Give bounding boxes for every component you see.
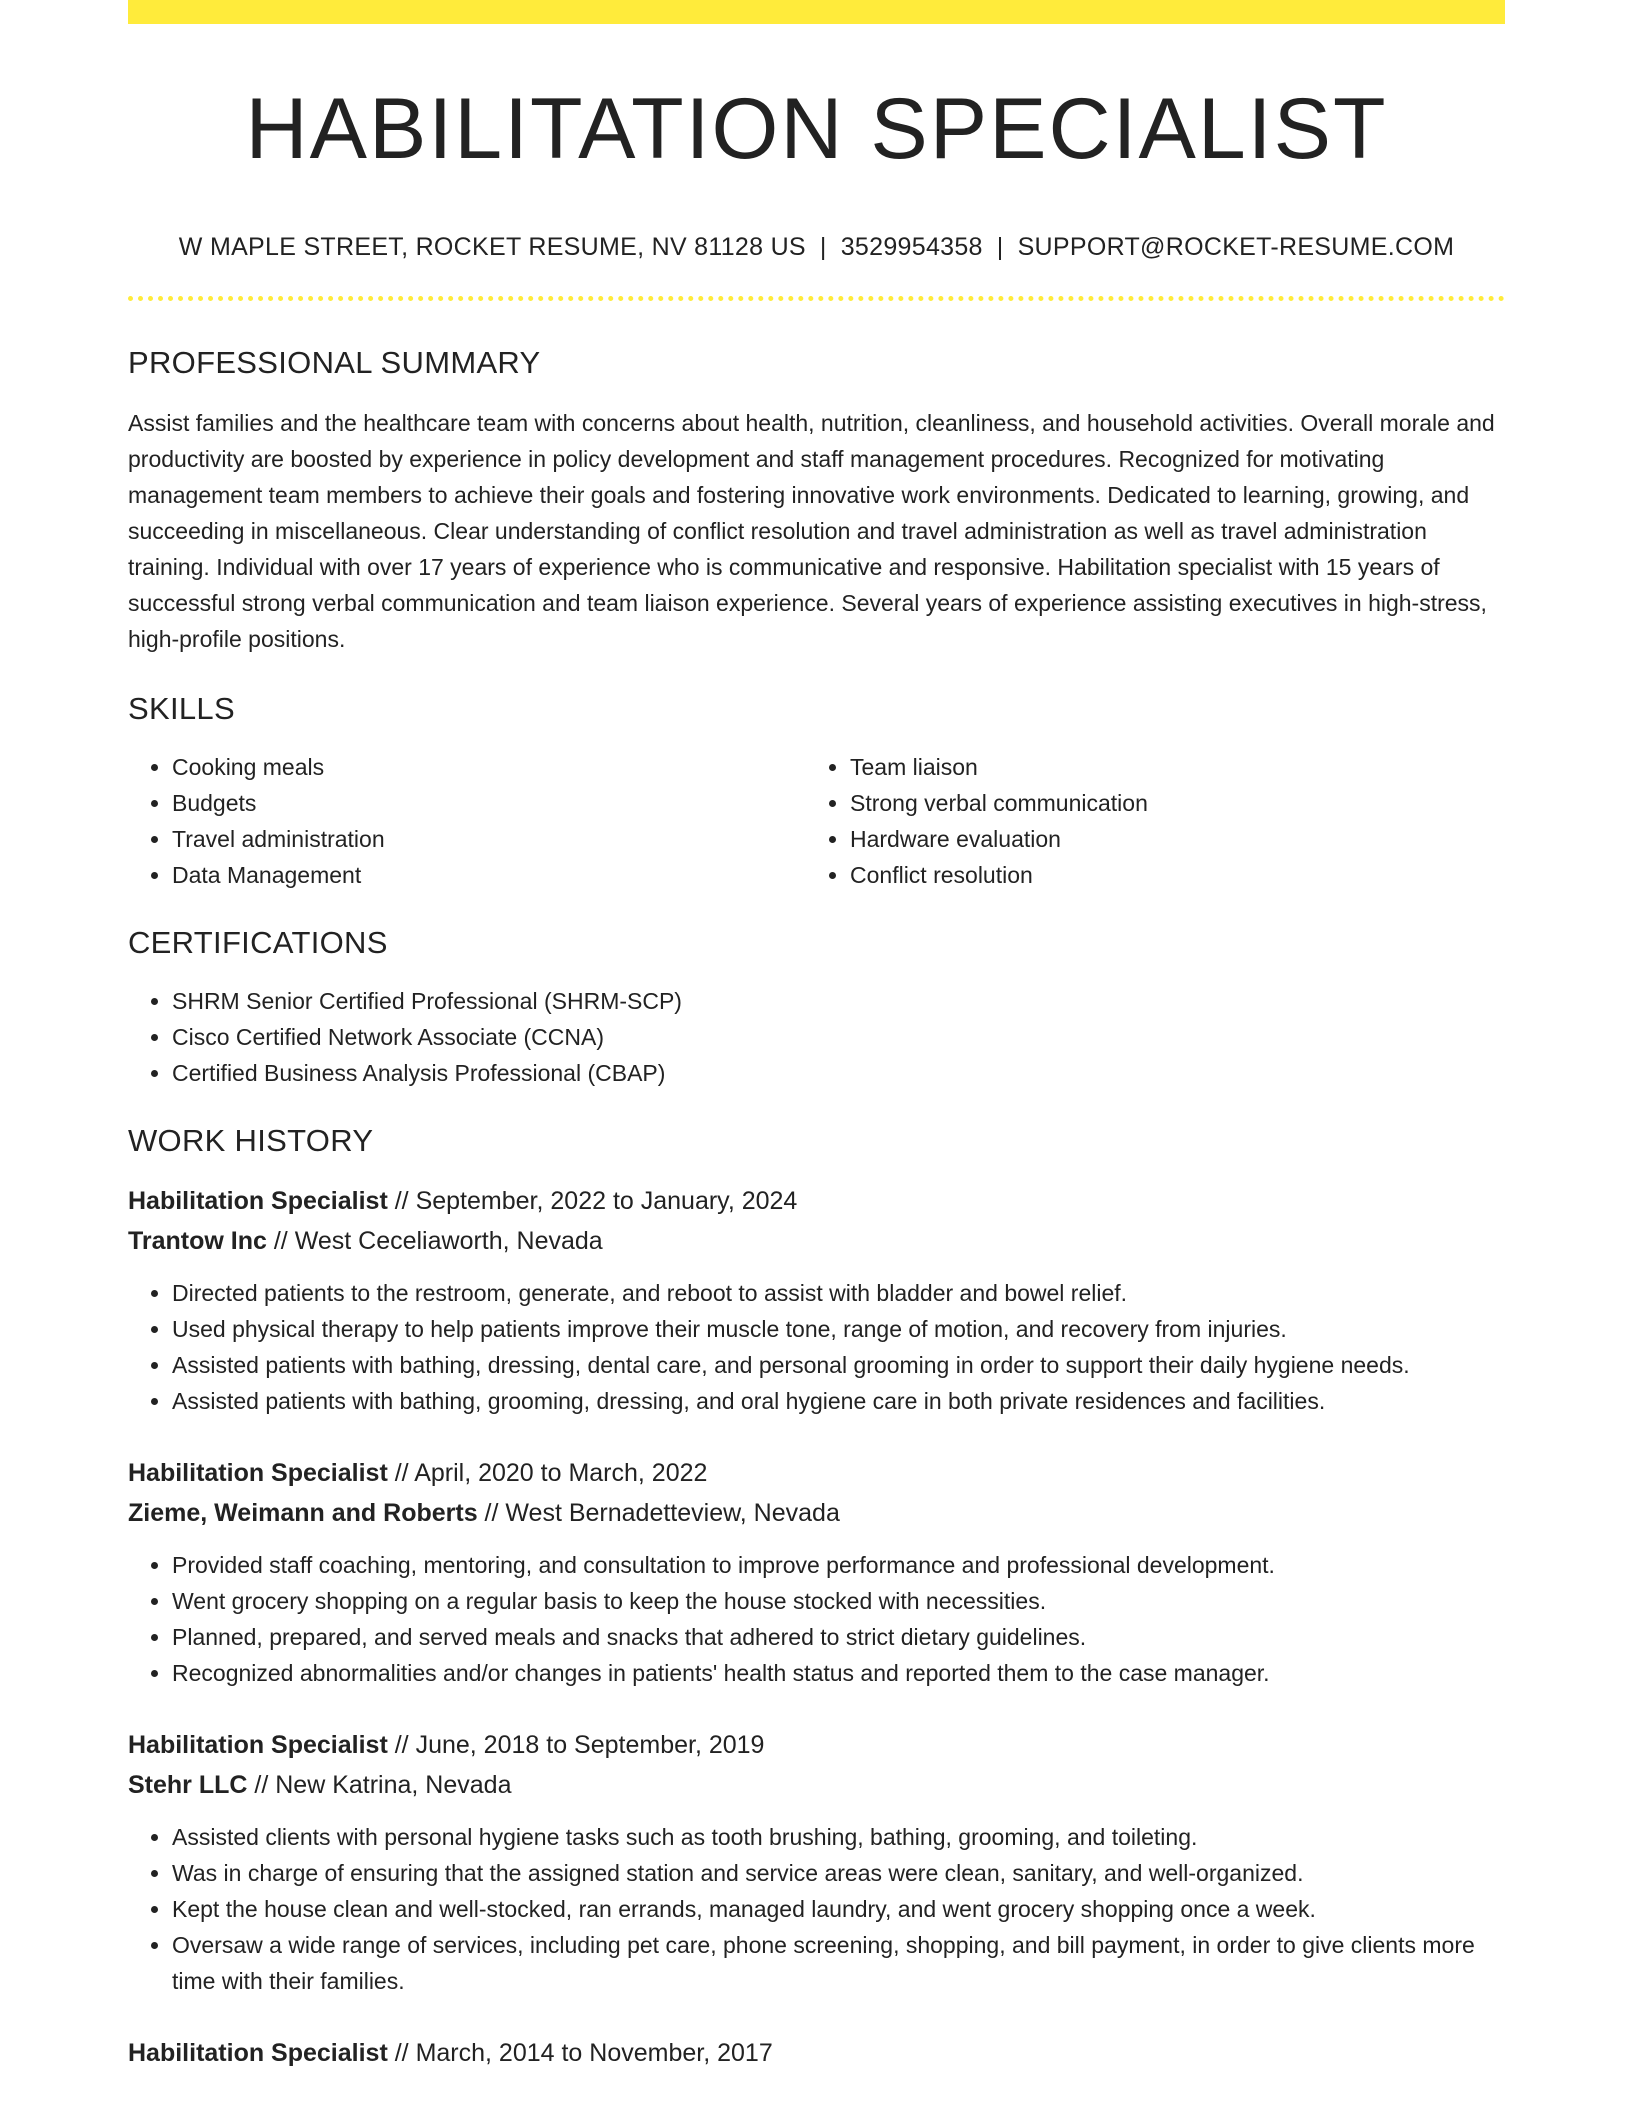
contact-separator: | — [819, 232, 827, 261]
job-separator: // — [387, 1458, 415, 1487]
job-bullet: • Went grocery shopping on a regular basis to keep the house stocked with necessities. — [172, 1583, 1505, 1619]
job-bullet: • Recognized abnormalities and/or changes in patients' health status and reported them to the case manager. — [172, 1655, 1505, 1691]
job-company-line — [128, 1765, 1505, 1805]
skill-item: • Conflict resolution — [850, 857, 1484, 893]
job-bullet: • Planned, prepared, and served meals and snacks that adhered to strict dietary guidelines. — [172, 1619, 1505, 1655]
dotted-divider — [128, 296, 1505, 301]
resume-name: HABILITATION SPECIALIST — [245, 81, 1388, 177]
top-accent-bar — [128, 0, 1505, 24]
job-entry — [128, 1453, 1505, 1691]
job-bullet: • Assisted clients with personal hygiene tasks such as tooth brushing, bathing, grooming, and toileting. — [172, 1819, 1505, 1855]
certification-item: • SHRM Senior Certified Professional (SHRM-SCP) — [172, 983, 1505, 1019]
certifications-heading: CERTIFICATIONS — [128, 924, 388, 960]
job-bullet-list — [128, 1275, 1505, 1419]
job-separator: // — [387, 1186, 416, 1215]
job-location: West Bernadetteview, Nevada — [505, 1498, 840, 1527]
job-title-line — [128, 1453, 1505, 1493]
phone-text: 3529954358 — [840, 232, 983, 261]
skill-item: • Strong verbal communication — [850, 785, 1484, 821]
job-company: Trantow Inc — [128, 1226, 267, 1255]
skill-item: • Team liaison — [850, 749, 1484, 785]
skills-column-left — [128, 749, 806, 893]
job-bullet: • Used physical therapy to help patients improve their muscle tone, range of motion, and recovery from injuries. — [172, 1311, 1505, 1347]
job-title-line — [128, 1181, 1505, 1221]
email-link[interactable]: SUPPORT@ROCKET-RESUME.COM — [1017, 232, 1455, 261]
contact-separator: | — [996, 232, 1004, 261]
job-entry — [128, 1181, 1505, 1419]
job-title-line — [128, 2033, 1505, 2073]
certification-item: • Cisco Certified Network Associate (CCNA) — [172, 1019, 1505, 1055]
job-role: Habilitation Specialist — [128, 1730, 388, 1759]
job-role: Habilitation Specialist — [128, 1458, 388, 1487]
skill-item: • Hardware evaluation — [850, 821, 1484, 857]
job-company-line — [128, 1493, 1505, 1533]
job-role: Habilitation Specialist — [128, 2038, 388, 2067]
job-title-line — [128, 1725, 1505, 1765]
address-text: W MAPLE STREET, ROCKET RESUME, NV 81128 US — [178, 232, 806, 261]
job-bullet: • Kept the house clean and well-stocked, ran errands, managed laundry, and went grocery shopping once a week. — [172, 1891, 1505, 1927]
job-separator: // — [266, 1226, 295, 1255]
job-bullet: • Provided staff coaching, mentoring, and consultation to improve performance and professional development. — [172, 1547, 1505, 1583]
job-bullet: • Oversaw a wide range of services, including pet care, phone screening, shopping, and bill payment, in order to give clients more time with their families. — [172, 1927, 1505, 1999]
job-separator: // — [477, 1498, 506, 1527]
skill-item: • Cooking meals — [172, 749, 806, 785]
job-bullet: • Assisted patients with bathing, dressing, dental care, and personal grooming in order to support their daily hygiene needs. — [172, 1347, 1505, 1383]
skill-item: • Data Management — [172, 857, 806, 893]
skills-grid — [128, 749, 1505, 893]
certifications-list — [128, 983, 1505, 1091]
work-history-heading: WORK HISTORY — [128, 1122, 374, 1158]
job-role: Habilitation Specialist — [128, 1186, 388, 1215]
skills-heading: SKILLS — [128, 690, 235, 726]
job-dates: June, 2018 to September, 2019 — [415, 1730, 765, 1759]
skills-column-right — [806, 749, 1484, 893]
skill-item: • Travel administration — [172, 821, 806, 857]
job-dates: September, 2022 to January, 2024 — [415, 1186, 798, 1215]
contact-line — [128, 233, 1505, 262]
summary-paragraph: Assist families and the healthcare team with concerns about health, nutrition, cleanliness, and household activities. Overall morale and productivity are boosted by experience in policy development and staff management procedures. Recognized for motivating management team members to achieve their goals and fostering innovative work environments. Dedicated to learning, growing, and succeeding in miscellaneous. Clear understanding of conflict resolution and travel administration as well as travel administration training. Individual with over 17 years of experience who is communicative and responsive. Habilitation specialist with 15 years of successful strong verbal communication and team liaison experience. Several years of experience assisting executives in high-stress, high-profile positions. — [128, 409, 1495, 652]
job-entry — [128, 1725, 1505, 1999]
job-location: New Katrina, Nevada — [275, 1770, 512, 1799]
job-separator: // — [387, 1730, 416, 1759]
job-separator: // — [247, 1770, 276, 1799]
job-location: West Ceceliaworth, Nevada — [294, 1226, 603, 1255]
job-bullet-list — [128, 1819, 1505, 1999]
resume-page — [128, 0, 1505, 2073]
job-separator: // — [387, 2038, 416, 2067]
job-bullet-list — [128, 1547, 1505, 1691]
job-dates: March, 2014 to November, 2017 — [415, 2038, 773, 2067]
certification-item: • Certified Business Analysis Professional (CBAP) — [172, 1055, 1505, 1091]
job-bullet: • Assisted patients with bathing, grooming, dressing, and oral hygiene care in both private residences and facilities. — [172, 1383, 1505, 1419]
job-bullet: • Directed patients to the restroom, generate, and reboot to assist with bladder and bowel relief. — [172, 1275, 1505, 1311]
job-company: Stehr LLC — [128, 1770, 248, 1799]
job-company: Zieme, Weimann and Roberts — [128, 1498, 478, 1527]
skill-item: • Budgets — [172, 785, 806, 821]
job-dates: April, 2020 to March, 2022 — [414, 1458, 708, 1487]
job-bullet: • Was in charge of ensuring that the assigned station and service areas were clean, sanitary, and well-organized. — [172, 1855, 1505, 1891]
job-entry — [128, 2033, 1505, 2073]
job-company-line — [128, 1221, 1505, 1261]
summary-heading: PROFESSIONAL SUMMARY — [128, 344, 541, 380]
